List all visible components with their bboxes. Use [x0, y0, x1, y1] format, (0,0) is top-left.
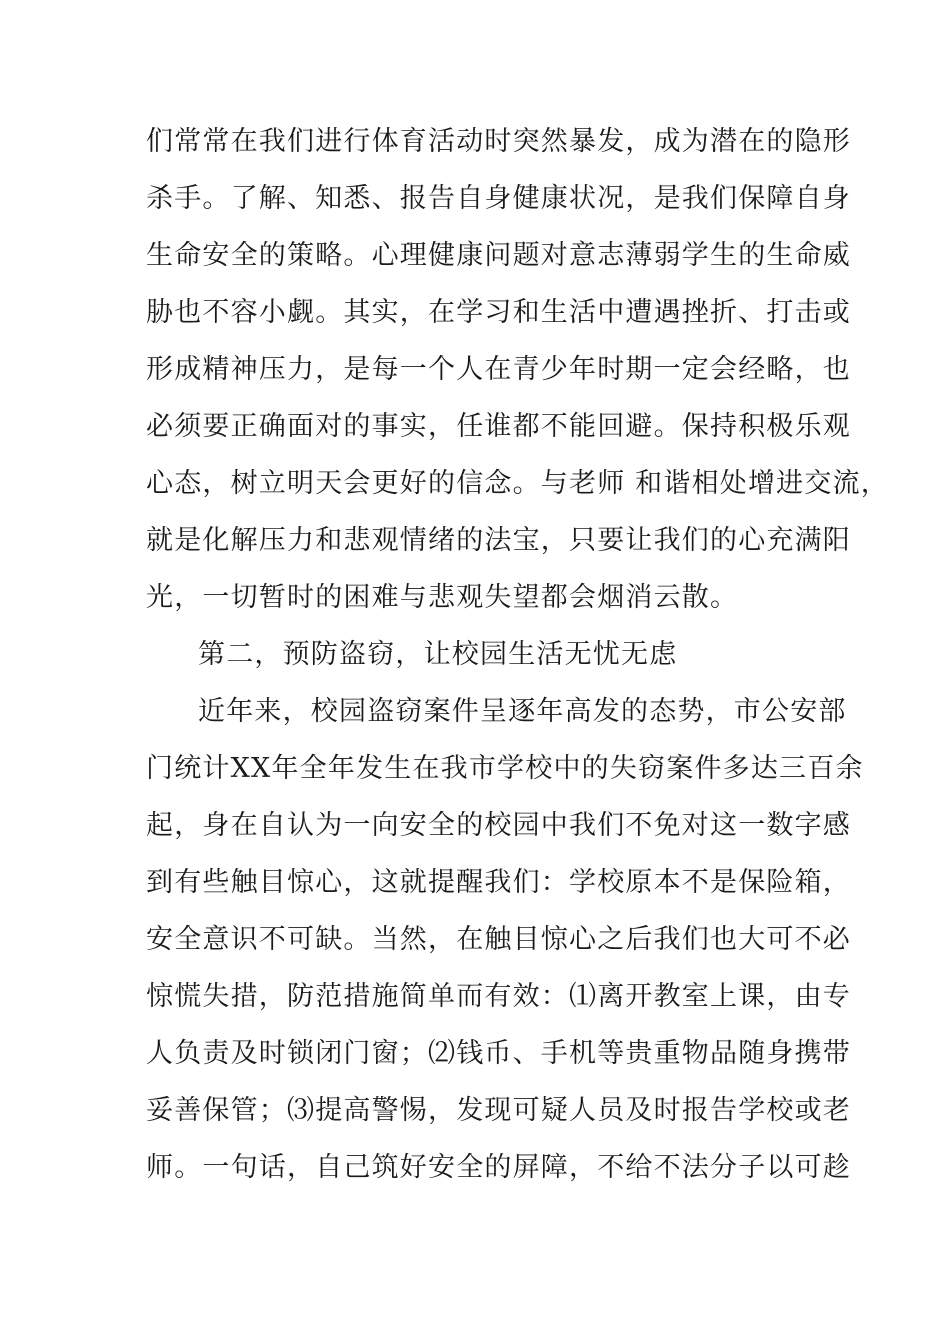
- paragraph-line: 生命安全的策略。心理健康问题对意志薄弱学生的生命威: [146, 240, 851, 271]
- paragraph-line: 人负责及时锁闭门窗；⑵钱币、手机等贵重物品随身携带: [146, 1038, 851, 1069]
- paragraph-line: 安全意识不可缺。当然，在触目惊心之后我们也大可不必: [146, 924, 851, 955]
- section-heading: 第二，预防盗窃，让校园生活无忧无虑: [198, 639, 678, 670]
- paragraph-line: 杀手。了解、知悉、报告自身健康状况，是我们保障自身: [146, 183, 851, 214]
- paragraph-line: 们常常在我们进行体育活动时突然暴发，成为潜在的隐形: [146, 126, 851, 157]
- paragraph-line: 门统计XX年全年发生在我市学校中的失窃案件多达三百余: [146, 753, 864, 784]
- paragraph-line: 到有些触目惊心，这就提醒我们：学校原本不是保险箱，: [146, 867, 851, 898]
- paragraph-line: 师。一句话，自己筑好安全的屏障，不给不法分子以可趁: [146, 1152, 851, 1183]
- paragraph-line: 光，一切暂时的困难与悲观失望都会烟消云散。: [146, 582, 739, 613]
- paragraph-line: 就是化解压力和悲观情绪的法宝，只要让我们的心充满阳: [146, 525, 851, 556]
- paragraph-line: 形成精神压力，是每一个人在青少年时期一定会经略，也: [146, 354, 851, 385]
- paragraph-line: 妥善保管；⑶提高警惕，发现可疑人员及时报告学校或老: [146, 1095, 851, 1126]
- paragraph-line: 惊慌失措，防范措施简单而有效：⑴离开教室上课，由专: [146, 981, 851, 1012]
- paragraph-line: 近年来，校园盗窃案件呈逐年高发的态势，市公安部: [198, 696, 847, 727]
- paragraph-line: 心态，树立明天会更好的信念。与老师 和谐相处增进交流，: [146, 468, 889, 499]
- paragraph-line: 必须要正确面对的事实，任谁都不能回避。保持积极乐观: [146, 411, 851, 442]
- paragraph-line: 胁也不容小觑。其实，在学习和生活中遭遇挫折、打击或: [146, 297, 851, 328]
- paragraph-line: 起，身在自认为一向安全的校园中我们不免对这一数字感: [146, 810, 851, 841]
